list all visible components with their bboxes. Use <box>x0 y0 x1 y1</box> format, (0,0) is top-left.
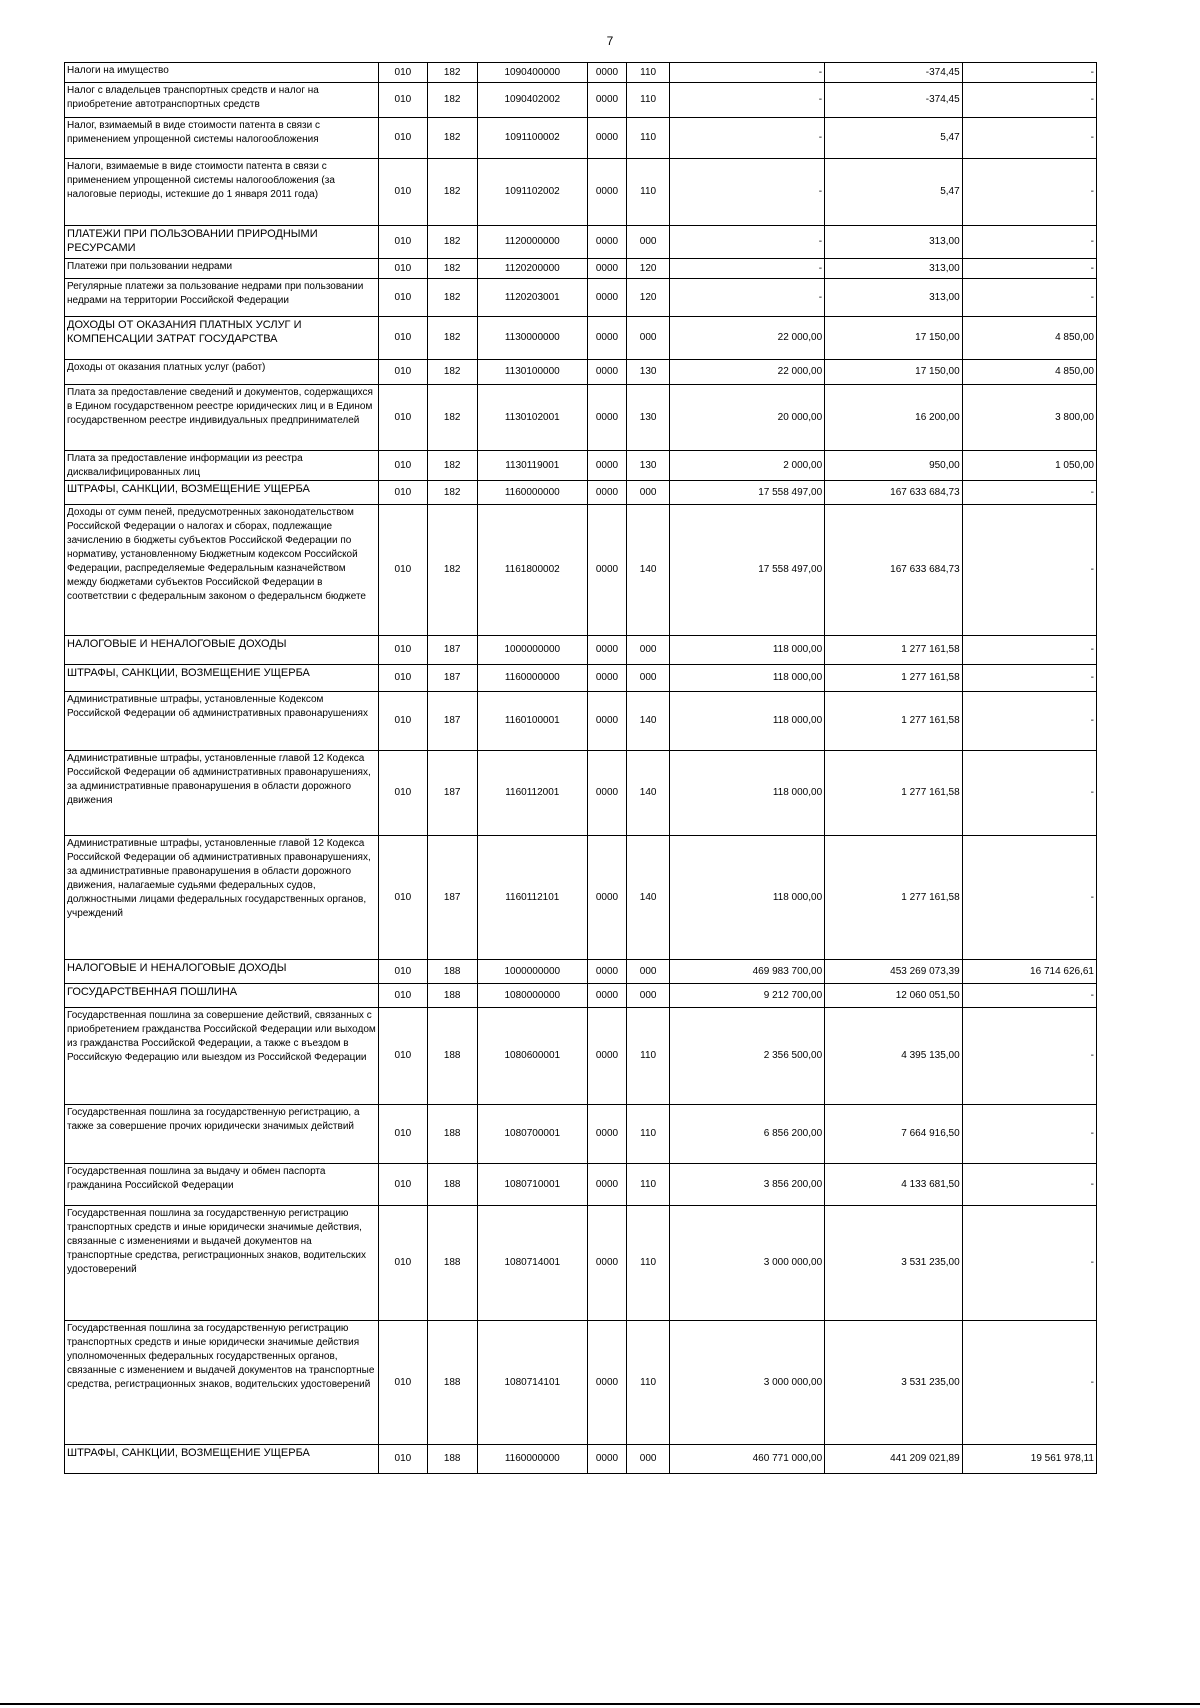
row-name: Государственная пошлина за государственную регистрацию транспортных средств и иные юридически значимые действия уполномоченных федеральных государственных органов, связанные с изменением и выдачей документов на транспортные средства, регистрационных знаков, водительских удостоверений <box>65 1321 379 1445</box>
table-row <box>65 118 1097 159</box>
row-diff: - <box>962 481 1096 505</box>
row-col1: 010 <box>379 481 428 505</box>
row-col3: 1161800002 <box>477 505 587 636</box>
row-plan: 17 558 497,00 <box>670 505 825 636</box>
row-diff: 19 561 978,11 <box>962 1445 1096 1474</box>
table-row <box>65 159 1097 226</box>
row-plan: 3 000 000,00 <box>670 1206 825 1321</box>
row-col3: 1160112001 <box>477 751 587 836</box>
row-name: Регулярные платежи за пользование недрами при пользовании недрами на территории Российской Федерации <box>65 279 379 317</box>
row-col4: 0000 <box>588 1206 627 1321</box>
table-row <box>65 385 1097 451</box>
row-col1: 010 <box>379 1105 428 1164</box>
row-plan: 118 000,00 <box>670 836 825 960</box>
row-name: НАЛОГОВЫЕ И НЕНАЛОГОВЫЕ ДОХОДЫ <box>65 960 379 984</box>
row-col4: 0000 <box>588 836 627 960</box>
row-diff: 16 714 626,61 <box>962 960 1096 984</box>
row-name: НАЛОГОВЫЕ И НЕНАЛОГОВЫЕ ДОХОДЫ <box>65 636 379 665</box>
row-diff: - <box>962 1105 1096 1164</box>
row-col4: 0000 <box>588 451 627 481</box>
table-row <box>65 836 1097 960</box>
row-col1: 010 <box>379 751 428 836</box>
row-fact: 453 269 073,39 <box>825 960 963 984</box>
row-fact: 5,47 <box>825 159 963 226</box>
row-fact: -374,45 <box>825 83 963 118</box>
table-row <box>65 984 1097 1008</box>
row-plan: 2 356 500,00 <box>670 1008 825 1105</box>
row-fact: 1 277 161,58 <box>825 665 963 692</box>
row-col2: 182 <box>427 385 477 451</box>
row-col3: 1080710001 <box>477 1164 587 1206</box>
table-row <box>65 83 1097 118</box>
row-col2: 188 <box>427 960 477 984</box>
table-row <box>65 1321 1097 1445</box>
row-col5: 110 <box>626 118 669 159</box>
row-col4: 0000 <box>588 159 627 226</box>
row-name: Государственная пошлина за выдачу и обмен паспорта гражданина Российской Федерации <box>65 1164 379 1206</box>
row-col4: 0000 <box>588 1445 627 1474</box>
row-name: Налоги, взимаемые в виде стоимости патента в связи с применением упрощенной системы налогообложения (за налоговые периоды, истекшие до 1 января 2011 года) <box>65 159 379 226</box>
row-col2: 182 <box>427 505 477 636</box>
row-col1: 010 <box>379 665 428 692</box>
row-diff: - <box>962 226 1096 259</box>
row-diff: - <box>962 1008 1096 1105</box>
row-col3: 1160000000 <box>477 1445 587 1474</box>
row-fact: 313,00 <box>825 226 963 259</box>
page-bottom-rule <box>0 1703 1200 1705</box>
row-col3: 1080714001 <box>477 1206 587 1321</box>
row-plan: - <box>670 226 825 259</box>
row-name: Государственная пошлина за государственную регистрацию транспортных средств и иные юридически значимые действия, связанные с изменениями и выдачей документов на транспортные средства, регистрационных знаков, водительских удостоверений <box>65 1206 379 1321</box>
row-col2: 188 <box>427 1445 477 1474</box>
row-col2: 182 <box>427 226 477 259</box>
row-col4: 0000 <box>588 665 627 692</box>
row-col2: 182 <box>427 83 477 118</box>
row-plan: - <box>670 259 825 279</box>
row-col5: 140 <box>626 692 669 751</box>
row-name: Административные штрафы, установленные главой 12 Кодекса Российской Федерации об административных правонарушениях, за административные правонарушения в области дорожного движения, налагаемые судьями федеральных судов, должностными лицами федеральных государственных органов, учреждений <box>65 836 379 960</box>
row-name: Административные штрафы, установленные главой 12 Кодекса Российской Федерации об административных правонарушениях, за административные правонарушения в области дорожного движения <box>65 751 379 836</box>
row-col5: 130 <box>626 360 669 385</box>
row-col5: 110 <box>626 63 669 83</box>
row-col5: 000 <box>626 317 669 360</box>
row-col5: 000 <box>626 481 669 505</box>
row-col1: 010 <box>379 83 428 118</box>
row-plan: 20 000,00 <box>670 385 825 451</box>
row-col4: 0000 <box>588 279 627 317</box>
row-col1: 010 <box>379 63 428 83</box>
table-row <box>65 1445 1097 1474</box>
row-col4: 0000 <box>588 317 627 360</box>
row-col3: 1080714101 <box>477 1321 587 1445</box>
row-col1: 010 <box>379 692 428 751</box>
row-col3: 1160000000 <box>477 665 587 692</box>
row-col2: 188 <box>427 1164 477 1206</box>
row-name: Государственная пошлина за совершение действий, связанных с приобретением гражданства Российской Федерации или выходом из гражданства Российской Федерации, а также с въездом в Российскую Федерацию или выездом из Российской Федерации <box>65 1008 379 1105</box>
row-plan: - <box>670 63 825 83</box>
row-fact: 1 277 161,58 <box>825 751 963 836</box>
row-col2: 182 <box>427 481 477 505</box>
row-col2: 187 <box>427 751 477 836</box>
row-col2: 188 <box>427 1008 477 1105</box>
row-col2: 182 <box>427 279 477 317</box>
table-row <box>65 279 1097 317</box>
row-fact: 3 531 235,00 <box>825 1206 963 1321</box>
row-col3: 1000000000 <box>477 960 587 984</box>
row-col3: 1080700001 <box>477 1105 587 1164</box>
row-col1: 010 <box>379 505 428 636</box>
row-col2: 182 <box>427 63 477 83</box>
row-diff: - <box>962 1164 1096 1206</box>
row-fact: -374,45 <box>825 63 963 83</box>
row-col5: 110 <box>626 159 669 226</box>
row-diff: - <box>962 118 1096 159</box>
table-row <box>65 960 1097 984</box>
row-name: ГОСУДАРСТВЕННАЯ ПОШЛИНА <box>65 984 379 1008</box>
row-col4: 0000 <box>588 481 627 505</box>
row-col4: 0000 <box>588 751 627 836</box>
row-fact: 167 633 684,73 <box>825 505 963 636</box>
row-col3: 1000000000 <box>477 636 587 665</box>
row-col5: 000 <box>626 226 669 259</box>
row-diff: - <box>962 259 1096 279</box>
table-row <box>65 259 1097 279</box>
table-row <box>65 636 1097 665</box>
row-fact: 12 060 051,50 <box>825 984 963 1008</box>
row-col4: 0000 <box>588 259 627 279</box>
row-col1: 010 <box>379 960 428 984</box>
row-col5: 120 <box>626 259 669 279</box>
table-row <box>65 1105 1097 1164</box>
row-diff: - <box>962 636 1096 665</box>
row-plan: 9 212 700,00 <box>670 984 825 1008</box>
row-col1: 010 <box>379 984 428 1008</box>
row-diff: - <box>962 505 1096 636</box>
row-col1: 010 <box>379 118 428 159</box>
row-col5: 110 <box>626 1008 669 1105</box>
row-col3: 1080000000 <box>477 984 587 1008</box>
row-col3: 1090400000 <box>477 63 587 83</box>
row-col2: 187 <box>427 692 477 751</box>
table-row <box>65 751 1097 836</box>
row-col4: 0000 <box>588 960 627 984</box>
row-col3: 1120200000 <box>477 259 587 279</box>
row-diff: 4 850,00 <box>962 360 1096 385</box>
row-fact: 7 664 916,50 <box>825 1105 963 1164</box>
row-col3: 1130000000 <box>477 317 587 360</box>
table-row <box>65 692 1097 751</box>
row-col5: 140 <box>626 836 669 960</box>
row-col3: 1080600001 <box>477 1008 587 1105</box>
row-diff: - <box>962 159 1096 226</box>
row-name: Налог с владельцев транспортных средств и налог на приобретение автотранспортных средств <box>65 83 379 118</box>
table-row <box>65 317 1097 360</box>
row-plan: 118 000,00 <box>670 636 825 665</box>
row-diff: - <box>962 1206 1096 1321</box>
row-fact: 313,00 <box>825 279 963 317</box>
row-diff: - <box>962 751 1096 836</box>
row-col5: 110 <box>626 1105 669 1164</box>
row-col2: 182 <box>427 159 477 226</box>
row-col4: 0000 <box>588 360 627 385</box>
row-col1: 010 <box>379 1008 428 1105</box>
page-number: 7 <box>606 34 614 48</box>
table-row <box>65 360 1097 385</box>
row-fact: 313,00 <box>825 259 963 279</box>
row-col3: 1130119001 <box>477 451 587 481</box>
row-col3: 1160100001 <box>477 692 587 751</box>
row-plan: - <box>670 83 825 118</box>
row-plan: 22 000,00 <box>670 317 825 360</box>
row-plan: 118 000,00 <box>670 665 825 692</box>
row-col1: 010 <box>379 636 428 665</box>
row-col1: 010 <box>379 1445 428 1474</box>
row-fact: 5,47 <box>825 118 963 159</box>
row-fact: 441 209 021,89 <box>825 1445 963 1474</box>
row-plan: - <box>670 159 825 226</box>
row-name: Плата за предоставление информации из реестра дисквалифицированных лиц <box>65 451 379 481</box>
row-col1: 010 <box>379 360 428 385</box>
row-col1: 010 <box>379 1206 428 1321</box>
row-diff: 4 850,00 <box>962 317 1096 360</box>
table-row <box>65 665 1097 692</box>
row-plan: 460 771 000,00 <box>670 1445 825 1474</box>
row-plan: 17 558 497,00 <box>670 481 825 505</box>
row-name: Плата за предоставление сведений и документов, содержащихся в Едином государственном реестре юридических лиц и в Едином государственном реестре индивидуальных предпринимателей <box>65 385 379 451</box>
row-col2: 187 <box>427 836 477 960</box>
row-col3: 1091100002 <box>477 118 587 159</box>
row-fact: 3 531 235,00 <box>825 1321 963 1445</box>
row-col2: 182 <box>427 317 477 360</box>
row-col1: 010 <box>379 1164 428 1206</box>
row-col2: 188 <box>427 1206 477 1321</box>
row-diff: - <box>962 83 1096 118</box>
row-plan: 3 856 200,00 <box>670 1164 825 1206</box>
row-col5: 000 <box>626 1445 669 1474</box>
row-col4: 0000 <box>588 1321 627 1445</box>
row-col5: 140 <box>626 505 669 636</box>
row-name: Доходы от сумм пеней, предусмотренных законодательством Российской Федерации о налогах и сборах, подлежащие зачислению в бюджеты субъектов Российской Федерации по нормативу, установленному Бюджетным кодексом Российской Федерации, распределяемые Федеральным казначейством между бюджетами субъектов Российской Федерации в соответствии с федеральным законом о федеральнсм бюджете <box>65 505 379 636</box>
row-fact: 950,00 <box>825 451 963 481</box>
row-diff: - <box>962 63 1096 83</box>
row-col4: 0000 <box>588 636 627 665</box>
row-col5: 000 <box>626 636 669 665</box>
row-col5: 000 <box>626 960 669 984</box>
row-fact: 16 200,00 <box>825 385 963 451</box>
row-diff: - <box>962 984 1096 1008</box>
row-plan: - <box>670 279 825 317</box>
row-name: ДОХОДЫ ОТ ОКАЗАНИЯ ПЛАТНЫХ УСЛУГ И КОМПЕНСАЦИИ ЗАТРАТ ГОСУДАРСТВА <box>65 317 379 360</box>
table-row <box>65 505 1097 636</box>
row-col5: 000 <box>626 984 669 1008</box>
row-col4: 0000 <box>588 226 627 259</box>
row-col2: 182 <box>427 451 477 481</box>
row-name: ШТРАФЫ, САНКЦИИ, ВОЗМЕЩЕНИЕ УЩЕРБА <box>65 481 379 505</box>
row-col4: 0000 <box>588 984 627 1008</box>
row-col3: 1130100000 <box>477 360 587 385</box>
row-plan: - <box>670 118 825 159</box>
row-col1: 010 <box>379 279 428 317</box>
row-fact: 1 277 161,58 <box>825 836 963 960</box>
row-diff: 1 050,00 <box>962 451 1096 481</box>
table-row <box>65 481 1097 505</box>
row-col3: 1120203001 <box>477 279 587 317</box>
row-col5: 110 <box>626 83 669 118</box>
row-plan: 22 000,00 <box>670 360 825 385</box>
row-col3: 1091102002 <box>477 159 587 226</box>
row-col4: 0000 <box>588 1164 627 1206</box>
revenue-table <box>64 62 1097 1474</box>
row-plan: 469 983 700,00 <box>670 960 825 984</box>
row-fact: 17 150,00 <box>825 360 963 385</box>
table-row <box>65 226 1097 259</box>
row-name: ШТРАФЫ, САНКЦИИ, ВОЗМЕЩЕНИЕ УЩЕРБА <box>65 665 379 692</box>
row-name: Административные штрафы, установленные Кодексом Российской Федерации об административных правонарушениях <box>65 692 379 751</box>
row-plan: 2 000,00 <box>670 451 825 481</box>
row-col2: 187 <box>427 636 477 665</box>
row-name: Государственная пошлина за государственную регистрацию, а также за совершение прочих юридически значимых действий <box>65 1105 379 1164</box>
row-fact: 167 633 684,73 <box>825 481 963 505</box>
row-fact: 1 277 161,58 <box>825 636 963 665</box>
row-name: Платежи при пользовании недрами <box>65 259 379 279</box>
table-row <box>65 1008 1097 1105</box>
row-col1: 010 <box>379 226 428 259</box>
row-col2: 187 <box>427 665 477 692</box>
table-row <box>65 1206 1097 1321</box>
row-fact: 17 150,00 <box>825 317 963 360</box>
row-col5: 130 <box>626 451 669 481</box>
row-name: Доходы от оказания платных услуг (работ) <box>65 360 379 385</box>
row-col3: 1130102001 <box>477 385 587 451</box>
row-fact: 1 277 161,58 <box>825 692 963 751</box>
row-diff: - <box>962 279 1096 317</box>
row-diff: - <box>962 692 1096 751</box>
row-plan: 3 000 000,00 <box>670 1321 825 1445</box>
row-col5: 000 <box>626 665 669 692</box>
table-row <box>65 1164 1097 1206</box>
row-col4: 0000 <box>588 1008 627 1105</box>
row-name: ПЛАТЕЖИ ПРИ ПОЛЬЗОВАНИИ ПРИРОДНЫМИ РЕСУРСАМИ <box>65 226 379 259</box>
row-col3: 1160000000 <box>477 481 587 505</box>
row-col4: 0000 <box>588 692 627 751</box>
row-name: ШТРАФЫ, САНКЦИИ, ВОЗМЕЩЕНИЕ УЩЕРБА <box>65 1445 379 1474</box>
row-name: Налог, взимаемый в виде стоимости патента в связи с применением упрощенной системы налогообложения <box>65 118 379 159</box>
row-col2: 188 <box>427 1321 477 1445</box>
row-diff: - <box>962 665 1096 692</box>
row-diff: - <box>962 836 1096 960</box>
row-col3: 1120000000 <box>477 226 587 259</box>
row-col1: 010 <box>379 317 428 360</box>
row-plan: 118 000,00 <box>670 692 825 751</box>
row-col4: 0000 <box>588 385 627 451</box>
row-col2: 182 <box>427 259 477 279</box>
row-col1: 010 <box>379 836 428 960</box>
row-col4: 0000 <box>588 1105 627 1164</box>
table-row <box>65 451 1097 481</box>
row-col5: 120 <box>626 279 669 317</box>
table-row <box>65 63 1097 83</box>
row-col1: 010 <box>379 451 428 481</box>
row-col4: 0000 <box>588 63 627 83</box>
row-col2: 182 <box>427 118 477 159</box>
row-col2: 188 <box>427 1105 477 1164</box>
row-plan: 118 000,00 <box>670 751 825 836</box>
row-col1: 010 <box>379 1321 428 1445</box>
row-col5: 110 <box>626 1164 669 1206</box>
row-diff: - <box>962 1321 1096 1445</box>
row-col3: 1090402002 <box>477 83 587 118</box>
row-col1: 010 <box>379 259 428 279</box>
row-plan: 6 856 200,00 <box>670 1105 825 1164</box>
row-col4: 0000 <box>588 83 627 118</box>
row-col1: 010 <box>379 159 428 226</box>
row-name: Налоги на имущество <box>65 63 379 83</box>
row-col5: 110 <box>626 1321 669 1445</box>
row-col2: 182 <box>427 360 477 385</box>
row-col4: 0000 <box>588 505 627 636</box>
row-col5: 130 <box>626 385 669 451</box>
row-col3: 1160112101 <box>477 836 587 960</box>
row-col5: 110 <box>626 1206 669 1321</box>
row-fact: 4 395 135,00 <box>825 1008 963 1105</box>
row-fact: 4 133 681,50 <box>825 1164 963 1206</box>
row-col5: 140 <box>626 751 669 836</box>
row-col1: 010 <box>379 385 428 451</box>
row-diff: 3 800,00 <box>962 385 1096 451</box>
row-col4: 0000 <box>588 118 627 159</box>
row-col2: 188 <box>427 984 477 1008</box>
